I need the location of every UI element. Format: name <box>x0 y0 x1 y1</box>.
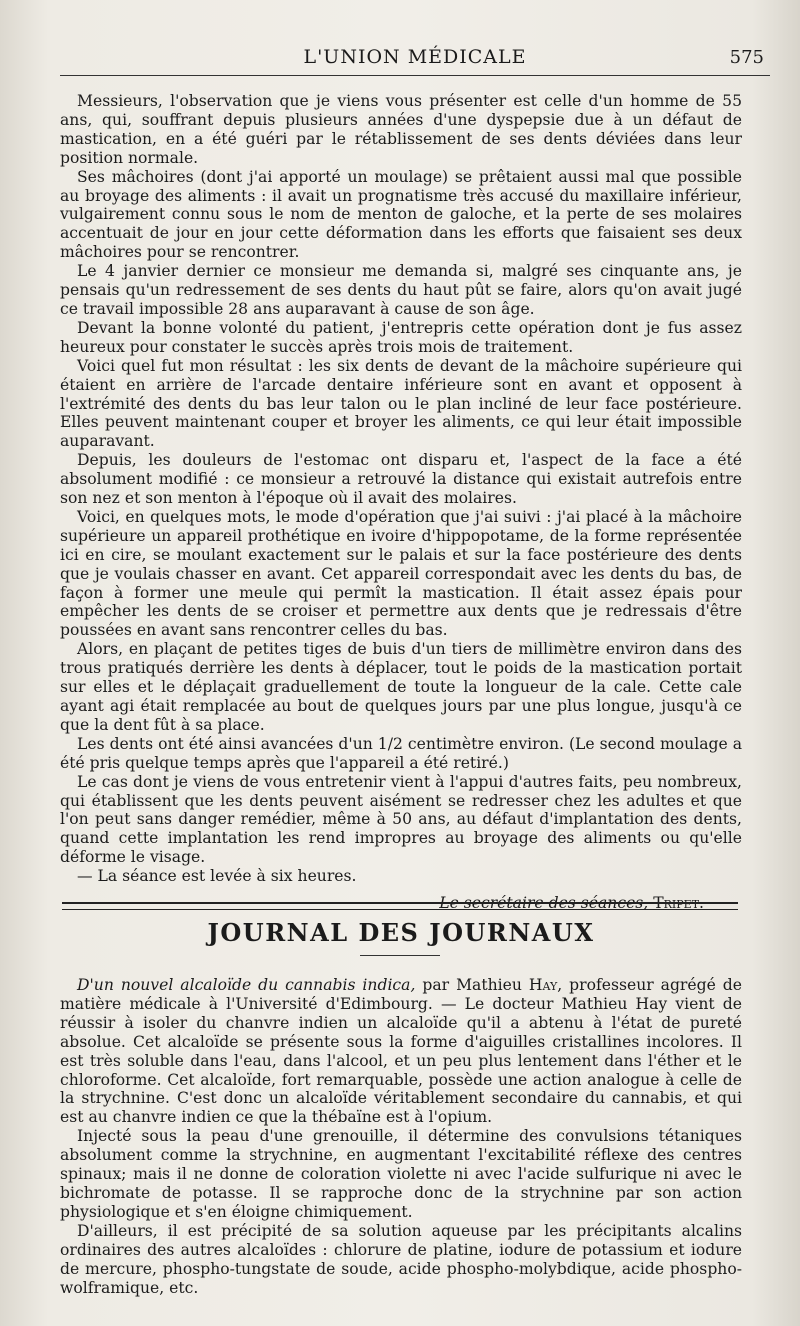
meeting-minutes <box>60 92 742 913</box>
paragraph: Ses mâchoires (dont j'ai apporté un moulage) se prêtaient aussi mal que possible au broyage des aliments : il avait un prognatisme très accusé du maxillaire inférieur, vulgairement connu sous le nom de menton de galoche, et la perte de ses molaires accentuait de jour en jour cette déformation dans les efforts que faisaient ses deux mâchoires pour se rencontrer. <box>60 167 742 262</box>
page-number: 575 <box>729 47 764 68</box>
signature-name: Tripet. <box>653 894 704 913</box>
section-title: JOURNAL DES JOURNAUX <box>207 918 595 947</box>
lead-text: , professeur agrégé de matière médicale à l'Université d'Edimbourg. — Le docteur Mathieu Hay vient de réussir à isoler du chanvre indien un alcaloïde qu'il a abtenu à l'état de pureté absolue. Cet alcaloïde se présente sous la forme d'aiguilles cristallines incolores. Il est très soluble dans l'eau, dans l'alcool, et un peu plus lentement dans l'éther et le chloroforme. Cet alcaloïde, fort remarquable, possède une action analogue à celle de la strychnine. C'est donc un alcaloïde véritablement secondaire du cannabis, et qui est au chanvre indien ce que la thébaïne est à l'opium. <box>60 976 742 1127</box>
paragraph: Injecté sous la peau d'une grenouille, il détermine des convulsions tétaniques absolument comme la strychnine, en augmentant l'excitabilité réflexe des centres spinaux; mais il ne donne de coloration violette ni avec l'acide sulfurique ni avec le bichromate de potasse. Il se rapproche donc de la strychnine par son action physiologique et s'en éloigne chimiquement. <box>60 1127 742 1221</box>
title-underline <box>360 955 440 956</box>
page-header <box>60 46 770 76</box>
journal-article <box>60 976 742 1297</box>
paragraph: Les dents ont été ainsi avancées d'un 1/2 centimètre environ. (Le second moulage a été pris quelque temps après que l'appareil a été retiré.) <box>60 734 742 772</box>
article-title: D'un nouvel alcaloïde du cannabis indica, <box>77 976 416 994</box>
paragraph: Messieurs, l'observation que je viens vous présenter est celle d'un homme de 55 ans, qui, souffrant depuis plusieurs années d'une dyspepsie due à un défaut de mastication, en a été guéri par le rétablissement de ses dents déviées dans leur position normale. <box>60 92 742 167</box>
paragraph: Depuis, les douleurs de l'estomac ont disparu et, l'aspect de la face a été absolument modifié : ce monsieur a retrouvé la distance qui existait autrefois entre son nez et son menton à l'époque où il avait des molaires. <box>60 451 742 508</box>
paragraph: Devant la bonne volonté du patient, j'entrepris cette opération dont je fus assez heureux pour constater le succès après trois mois de traitement. <box>60 318 742 356</box>
author-name: Hay <box>528 976 558 994</box>
paragraph: Voici quel fut mon résultat : les six dents de devant de la mâchoire supérieure qui étaient en arrière de l'arcade dentaire inférieure sont en avant et opposent à l'extrémité des dents du bas leur talon ou le plan incliné de leur face postérieure. Elles peuvent maintenant couper et broyer les aliments, ce qui leur était impossible auparavant. <box>60 356 742 451</box>
author-lead: par Mathieu <box>422 976 522 994</box>
article-lead-paragraph <box>60 976 742 1127</box>
paragraph: Alors, en plaçant de petites tiges de buis d'un tiers de millimètre environ dans des trous pratiqués derrière les dents à déplacer, tout le poids de la mastication portait sur elles et le déplaçait graduellement de toute la longueur de la cale. Cette cale ayant agi était remplacée au bout de quelques jours par une plus longue, jusqu'à ce que la dent fût à sa place. <box>60 640 742 734</box>
paragraph: Le cas dont je viens de vous entretenir vient à l'appui d'autres faits, peu nombreux, qui établissent que les dents peuvent aisément se redresser chez les adultes et que l'on peut sans danger remédier, même à 50 ans, au défaut d'implantation des dents, quand cette implantation les rend impropres au broyage des aliments ou qu'elle déforme le visage. <box>60 772 742 867</box>
signature-role: Le secrétaire des séances, <box>439 894 649 913</box>
running-title: L'UNION MÉDICALE <box>303 46 527 68</box>
header-rule <box>60 75 770 76</box>
paragraph: D'ailleurs, il est précipité de sa solution aqueuse par les précipitants alcalins ordinaires des autres alcaloïdes : chlorure de platine, iodure de potassium et iodure de mercure, phospho-tungstate de soude, acide phospho-molybdique, acide phospho-wolframique, etc. <box>60 1221 742 1297</box>
section-divider <box>62 902 738 910</box>
paragraph: Voici, en quelques mots, le mode d'opération que j'ai suivi : j'ai placé à la mâchoire supérieure un appareil prothétique en ivoire d'hippopotame, de la forme représentée ici en cire, se moulant exactement sur le palais et sur la face postérieure des dents que je voulais chasser en avant. Cet appareil correspondait avec les dents du bas, de façon à former une meule qui permît la mastication. Il était assez épais pour empêcher les dents de se croiser et permettre aux dents que je redressais d'être poussées en avant sans rencontrer celles du bas. <box>60 507 742 640</box>
session-closing: — La séance est levée à six heures. <box>77 867 357 886</box>
paragraph: Le 4 janvier dernier ce monsieur me demanda si, malgré ses cinquante ans, je pensais qu'un redressement de ses dents du haut pût se faire, alors qu'on avait jugé ce travail impossible 28 ans auparavant à cause de son âge. <box>60 262 742 318</box>
